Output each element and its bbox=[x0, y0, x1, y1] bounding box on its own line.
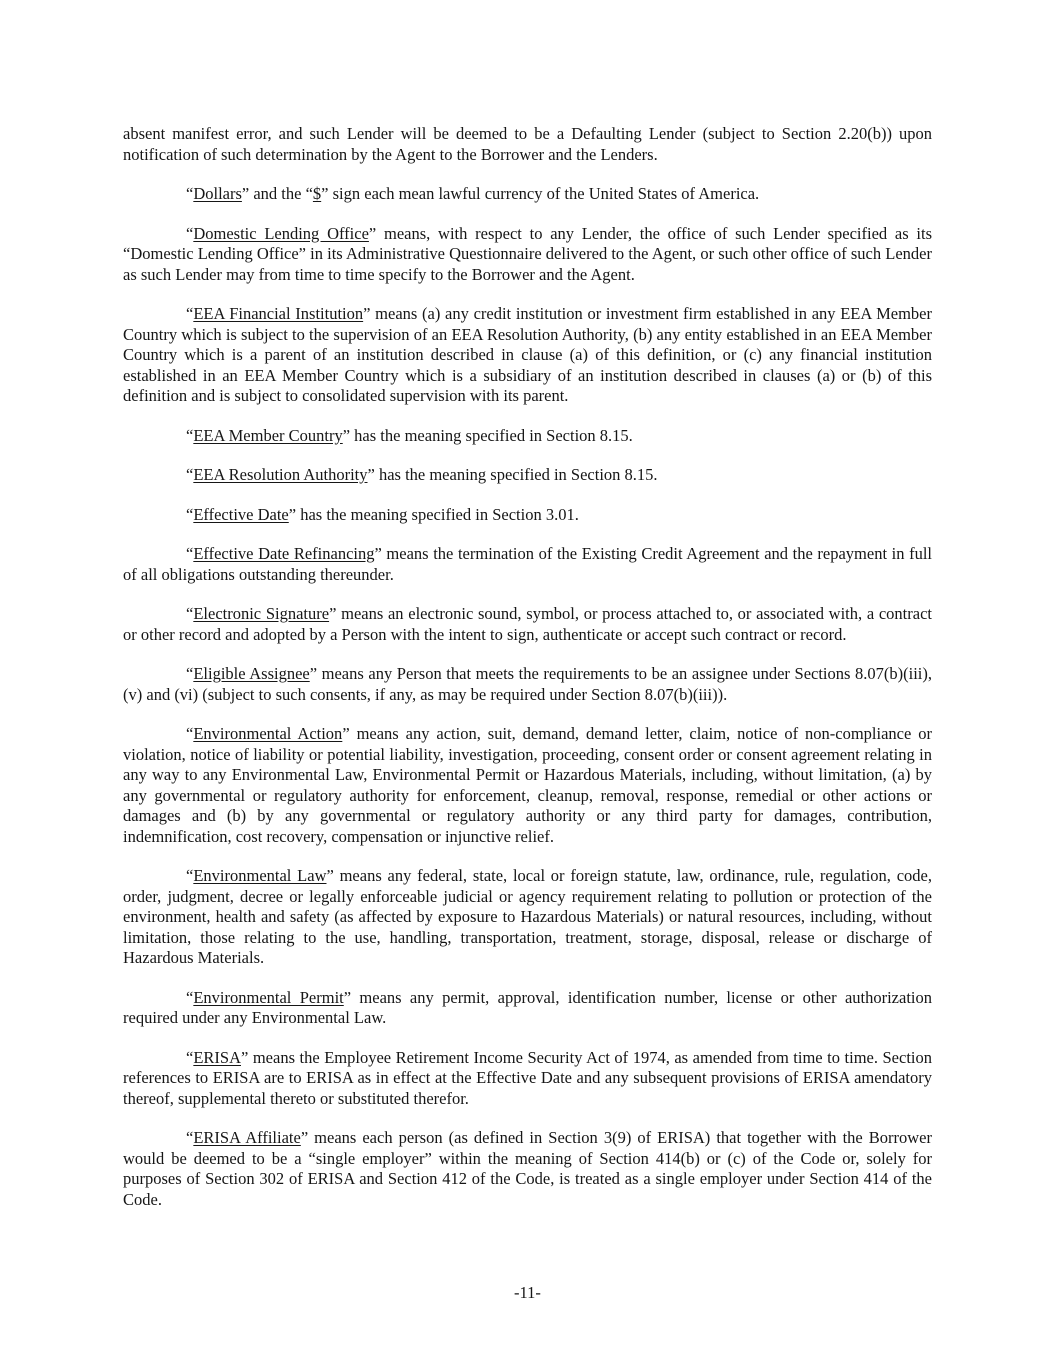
text-run: “ bbox=[186, 304, 194, 323]
text-run: “ bbox=[186, 987, 194, 1007]
text-run: ” means an electronic sound, symbol, or process attached to, or associated with, a contract or other record and adopted by a Person with the intent to sign, authenticate or accept such contract or record. bbox=[123, 604, 932, 644]
text-run: “ bbox=[186, 1047, 194, 1067]
defined-term: ERISA Affiliate bbox=[193, 1128, 301, 1147]
defined-term: Effective Date Refinancing bbox=[193, 544, 375, 563]
paragraph bbox=[123, 124, 932, 165]
text-run: ” means each person (as defined in Section 3(9) of ERISA) that together with the Borrower would be deemed to be a “single employer” within the meaning of Section 414(b) or (c) of the Code or, solely for purposes of Section 302 of ERISA and Section 412 of the Code, is treated as a single employer under Section 414 of the Code. bbox=[123, 1128, 932, 1209]
text-run: “ bbox=[186, 465, 194, 484]
defined-term: Effective Date bbox=[193, 504, 289, 524]
text-run: ” means any permit, approval, identification number, license or other authorization required under any Environmental Law. bbox=[123, 987, 932, 1027]
text-run: “ bbox=[186, 184, 194, 203]
text-run: ” sign each mean lawful currency of the United States of America. bbox=[321, 184, 760, 203]
document-body bbox=[123, 124, 932, 1210]
page-number: -11- bbox=[514, 1283, 541, 1302]
text-run: ” means any action, suit, demand, demand letter, claim, notice of non-compliance or violation, notice of liability or potential liability, investigation, proceeding, consent order or consent agreement relating in any way to any Environmental Law, Environmental Permit or Hazardous Materials, including, without limitation, (a) by any governmental or regulatory authority for enforcement, cleanup, removal, response, remedial or other actions or damages and (b) by any governmental or regulatory authority or any third party for damages, contribution, indemnification, cost recovery, compensation or injunctive relief. bbox=[123, 724, 932, 846]
text-run: ” and the “ bbox=[241, 184, 313, 203]
defined-term: $ bbox=[312, 184, 322, 203]
text-run: ” has the meaning specified in Section 8.15. bbox=[367, 465, 658, 484]
paragraph bbox=[123, 988, 932, 1029]
text-run: “ bbox=[186, 425, 194, 445]
text-run: “ bbox=[186, 724, 194, 743]
paragraph bbox=[123, 465, 932, 486]
text-run: “ bbox=[186, 544, 194, 563]
text-run: ” means (a) any credit institution or investment firm established in any EEA Member Country which is subject to the supervision of an EEA Resolution Authority, (b) any entity established in an EEA Member Country which is a parent of an institution described in clause (a) of this definition, or (c) any financial institution established in an EEA Member Country which is a subsidiary of an institution described in clauses (a) or (b) of this definition and is subject to consolidated supervision with its parent. bbox=[123, 304, 932, 405]
text-run: “ bbox=[186, 604, 194, 623]
defined-term: Electronic Signature bbox=[193, 604, 330, 623]
defined-term: Eligible Assignee bbox=[193, 664, 310, 683]
defined-term: EEA Member Country bbox=[193, 425, 343, 445]
paragraph bbox=[123, 1128, 932, 1210]
defined-term: Domestic Lending Office bbox=[193, 223, 369, 243]
defined-term: Environmental Permit bbox=[193, 987, 344, 1007]
defined-term: Dollars bbox=[193, 184, 242, 203]
text-run: “ bbox=[186, 223, 194, 243]
paragraph bbox=[123, 866, 932, 969]
paragraph bbox=[123, 184, 932, 205]
text-run: ” means any federal, state, local or foreign statute, law, ordinance, rule, regulation, code, order, judgment, decree or legally enforceable judicial or agency requirement relating to pollution or protection of the environment, health and safety (as affected by exposure to Hazardous Materials) or natural resources, including, without limitation, those relating to the use, handling, transportation, treatment, storage, disposal, release or discharge of Hazardous Materials. bbox=[123, 866, 932, 967]
paragraph bbox=[123, 544, 932, 585]
text-run: ” has the meaning specified in Section 8.15. bbox=[342, 425, 633, 445]
paragraph bbox=[123, 664, 932, 705]
text-run: ” means the Employee Retirement Income Security Act of 1974, as amended from time to time. Section references to ERISA are to ERISA as in effect at the Effective Date and any subsequent provisions of ERISA amendatory thereof, supplemental thereto or substituted therefor. bbox=[123, 1047, 932, 1108]
text-run: ” has the meaning specified in Section 3.01. bbox=[288, 504, 579, 524]
text-run: “ bbox=[186, 866, 194, 885]
paragraph bbox=[123, 724, 932, 847]
text-run: “ bbox=[186, 664, 194, 683]
defined-term: EEA Financial Institution bbox=[193, 304, 364, 323]
defined-term: ERISA bbox=[193, 1047, 241, 1067]
paragraph bbox=[123, 426, 932, 447]
defined-term: EEA Resolution Authority bbox=[193, 465, 368, 484]
text-run: “ bbox=[186, 504, 194, 524]
text-run: ” means any Person that meets the requirements to be an assignee under Sections 8.07(b)(iii), (v) and (vi) (subject to such consents, if any, as may be required under Section 8.07(b)(iii)). bbox=[123, 664, 932, 704]
paragraph bbox=[123, 604, 932, 645]
defined-term: Environmental Law bbox=[193, 866, 327, 885]
text-run: “ bbox=[186, 1128, 194, 1147]
text-run: ” means, with respect to any Lender, the office of such Lender specified as its “Domestic Lending Office” in its Administrative Questionnaire delivered to the Agent, or such other office of such Lender as such Lender may from time to time specify to the Borrower and the Agent. bbox=[123, 223, 932, 284]
paragraph bbox=[123, 224, 932, 286]
defined-term: Environmental Action bbox=[193, 724, 343, 743]
paragraph bbox=[123, 505, 932, 526]
paragraph bbox=[123, 304, 932, 407]
text-run: ” means the termination of the Existing Credit Agreement and the repayment in full of all obligations outstanding thereunder. bbox=[123, 544, 932, 584]
text-run: absent manifest error, and such Lender will be deemed to be a Defaulting Lender (subject to Section 2.20(b)) upon notification of such determination by the Agent to the Borrower and the Lenders. bbox=[123, 124, 932, 164]
paragraph bbox=[123, 1048, 932, 1110]
